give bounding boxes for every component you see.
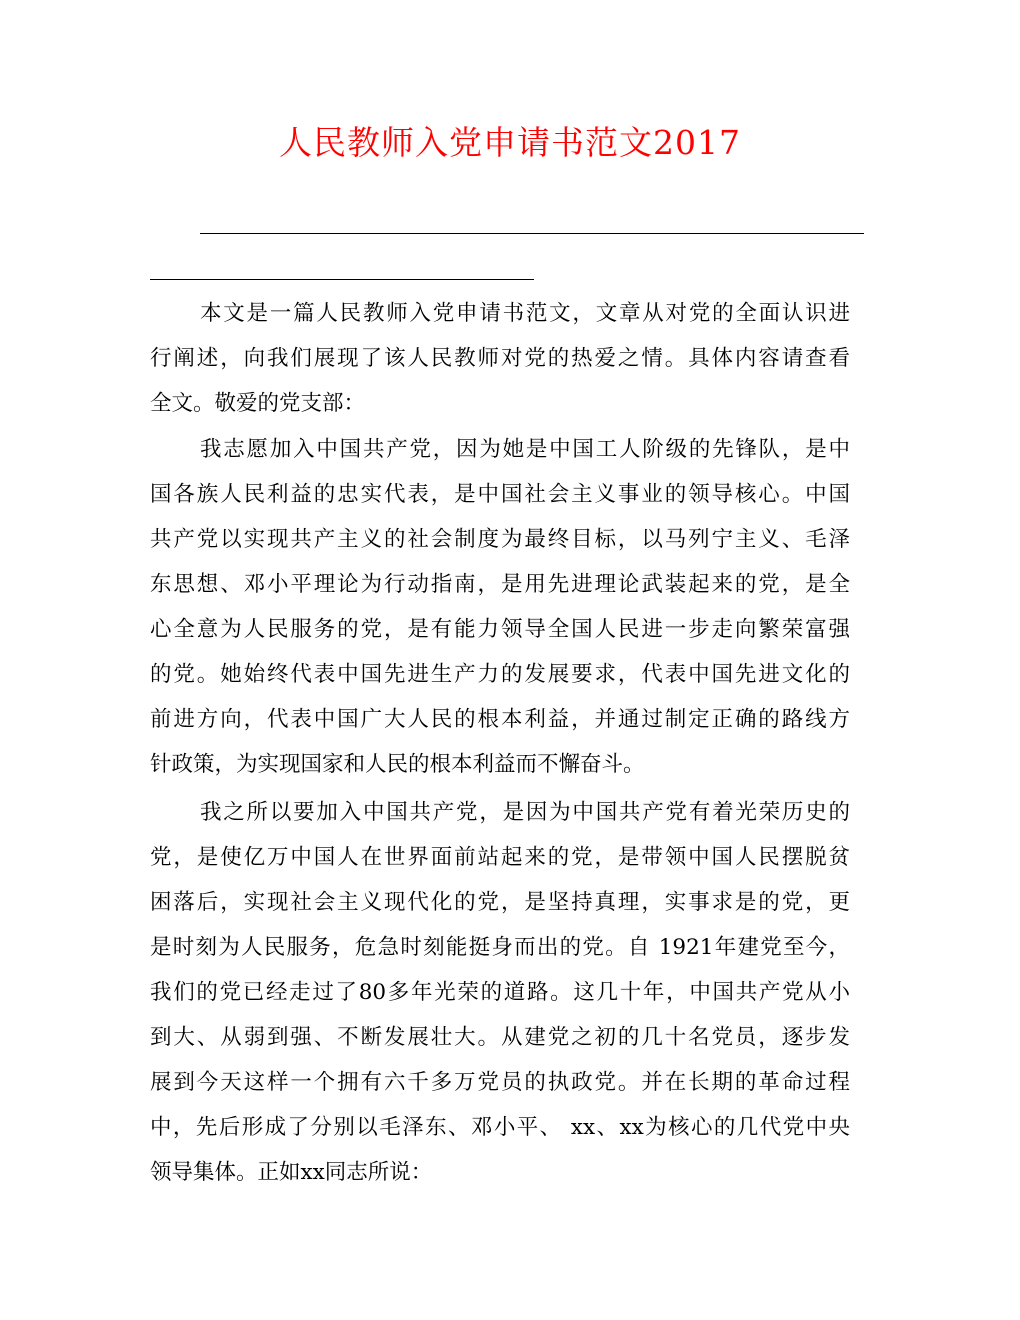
- paragraph-line: 的党。她始终代表中国先进生产力的发展要求，代表中国先进文化的: [150, 662, 850, 687]
- paragraph-line: 中，先后形成了分别以毛泽东、邓小平、 xx、xx为核心的几代党中央: [150, 1115, 850, 1140]
- document-title: 人民教师入党申请书范文2017: [279, 123, 741, 162]
- paragraph-line: 领导集体。正如xx同志所说：: [150, 1160, 433, 1185]
- paragraph-line: 心全意为人民服务的党，是有能力领导全国人民进一步走向繁荣富强: [150, 617, 850, 642]
- paragraph-line: 全文。敬爱的党支部：: [150, 391, 366, 416]
- paragraph-line: 党，是使亿万中国人在世界面前站起来的党，是带领中国人民摆脱贫: [150, 845, 850, 870]
- paragraph-line: 国各族人民利益的忠实代表，是中国社会主义事业的领导核心。中国: [150, 482, 850, 507]
- paragraph-line: 我志愿加入中国共产党，因为她是中国工人阶级的先锋队，是中: [200, 437, 850, 462]
- paragraph-line: 东思想、邓小平理论为行动指南，是用先进理论武装起来的党，是全: [150, 572, 850, 597]
- paragraph-line: 行阐述，向我们展现了该人民教师对党的热爱之情。具体内容请查看: [150, 346, 850, 371]
- paragraph-line: 是时刻为人民服务，危急时刻能挺身而出的党。自 1921年建党至今，: [150, 935, 850, 960]
- paragraph-line: 困落后，实现社会主义现代化的党，是坚持真理，实事求是的党，更: [150, 890, 850, 915]
- paragraph-line: 到大、从弱到强、不断发展壮大。从建党之初的几十名党员，逐步发: [150, 1025, 850, 1050]
- paragraph-line: 本文是一篇人民教师入党申请书范文，文章从对党的全面认识进: [200, 301, 850, 326]
- paragraph-line: 共产党以实现共产主义的社会制度为最终目标，以马列宁主义、毛泽: [150, 527, 850, 552]
- separator-line-1: [200, 233, 864, 234]
- paragraph-line: 前进方向，代表中国广大人民的根本利益，并通过制定正确的路线方: [150, 707, 850, 732]
- paragraph-line: 我之所以要加入中国共产党，是因为中国共产党有着光荣历史的: [200, 800, 850, 825]
- paragraph-line: 我们的党已经走过了80多年光荣的道路。这几十年，中国共产党从小: [150, 980, 850, 1005]
- paragraph-line: 针政策，为实现国家和人民的根本利益而不懈奋斗。: [150, 752, 645, 777]
- paragraph-line: 展到今天这样一个拥有六千多万党员的执政党。并在长期的革命过程: [150, 1070, 850, 1095]
- separator-line-2: [150, 279, 534, 280]
